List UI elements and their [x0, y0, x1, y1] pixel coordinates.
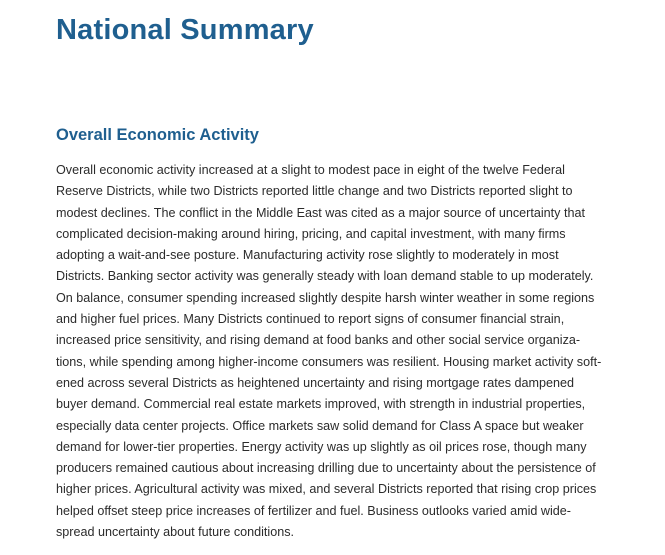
paragraph-line: Overall economic activity increased at a slight to modest pace in eight of the twelve Federal: [56, 163, 565, 177]
paragraph-line: modest declines. The conflict in the Middle East was cited as a major source of uncertainty that: [56, 205, 585, 220]
paragraph-line: increased price sensitivity, and rising demand at food banks and other social service organiza-: [56, 333, 581, 348]
paragraph-line: Districts. Banking sector activity was generally steady with loan demand stable to up moderately.: [56, 269, 594, 284]
paragraph-line: complicated decision-making around hiring, pricing, and capital investment, with many firms: [56, 226, 566, 241]
paragraph-line: producers remained cautious about increasing drilling due to uncertainty about the persistence of: [56, 461, 596, 476]
paragraph-line: adopting a wait-and-see posture. Manufacturing activity rose slightly to moderately in most: [56, 248, 559, 263]
paragraph-line: demand for lower-tier properties. Energy activity was up slightly as oil prices rose, though many: [56, 439, 587, 454]
paragraph-line: higher prices. Agricultural activity was mixed, and several Districts reported that rising crop prices: [56, 482, 597, 497]
paragraph-line: especially data center projects. Office markets saw solid demand for Class A space but weaker: [56, 418, 584, 433]
paragraph-line: Reserve Districts, while two Districts reported little change and two Districts reported slight to: [56, 184, 573, 199]
section-heading: Overall Economic Activity: [56, 126, 259, 144]
paragraph-line: helped offset steep price increases of fertilizer and fuel. Business outlooks varied amid wide-: [56, 503, 571, 518]
paragraph-line: and higher fuel prices. Many Districts continued to report signs of consumer financial strain,: [56, 312, 565, 327]
page-title: National Summary: [56, 14, 314, 46]
paragraph-line: tions, while spending among higher-income consumers was resilient. Housing market activity soft-: [56, 354, 602, 369]
paragraph-line: spread uncertainty about future conditions.: [56, 525, 295, 540]
paragraph-line: buyer demand. Commercial real estate markets improved, with strength in industrial properties,: [56, 397, 586, 412]
paragraph-line: ened across several Districts as heightened uncertainty and rising mortgage rates dampened: [56, 375, 575, 390]
section-body-paragraph: [56, 160, 631, 543]
paragraph-line: On balance, consumer spending increased slightly despite harsh winter weather in some regions: [56, 290, 595, 305]
